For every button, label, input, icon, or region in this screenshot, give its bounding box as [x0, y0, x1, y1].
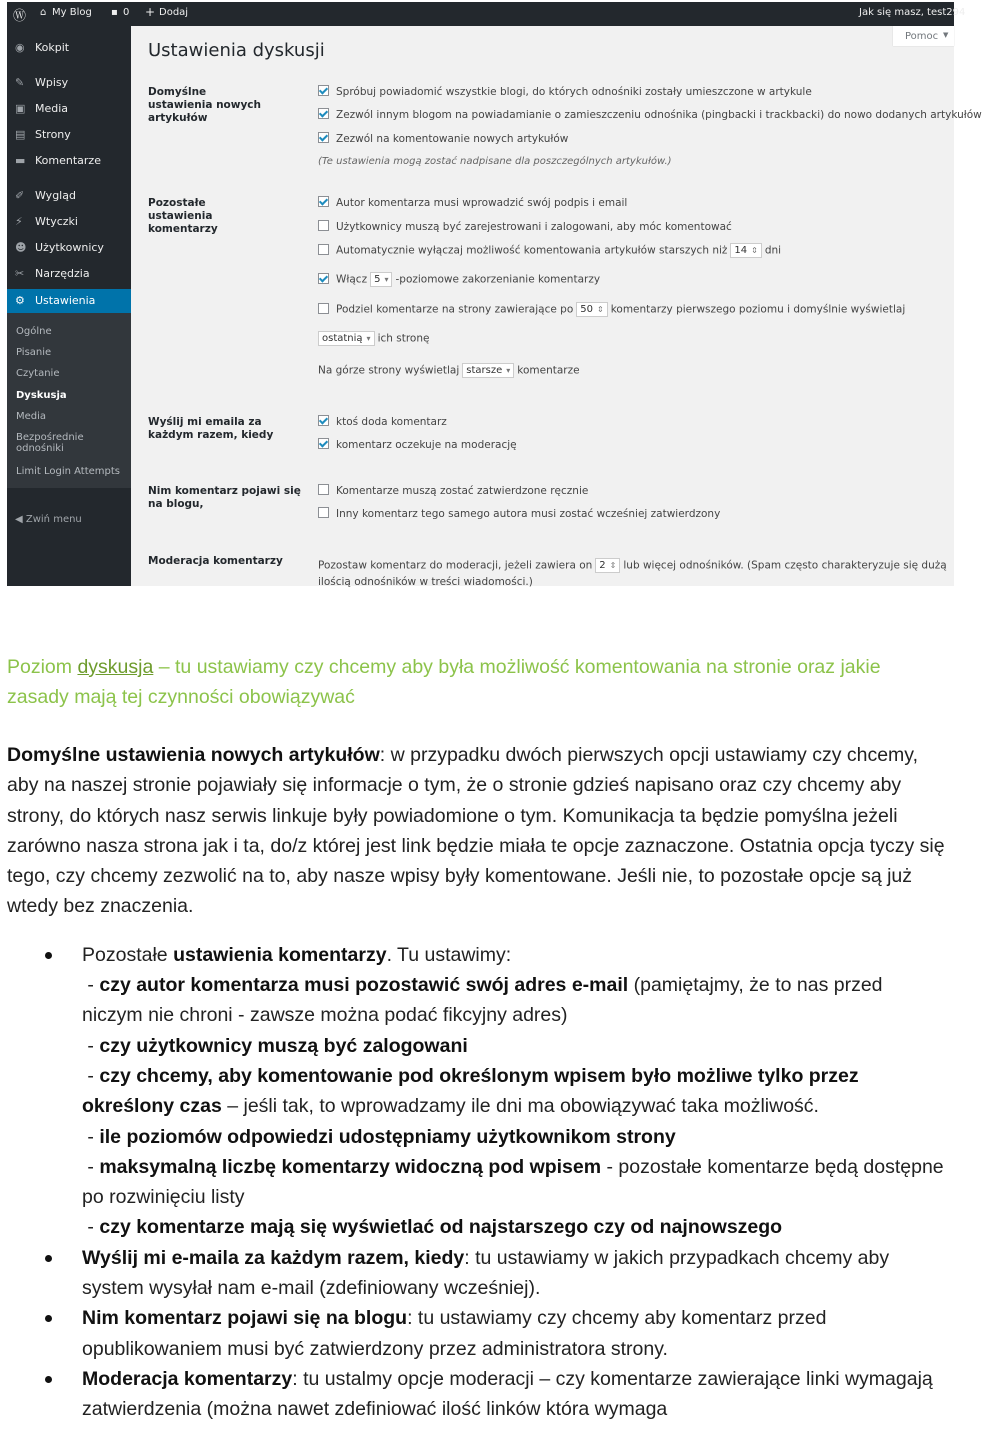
option-label: Zezwól na komentowanie nowych artykułów	[336, 133, 569, 145]
checkbox[interactable]	[318, 507, 329, 518]
bullet-bold: Nim komentarz pojawi się na blogu	[82, 1307, 408, 1330]
option-registered-only[interactable]	[318, 220, 732, 233]
field-value: 50	[580, 304, 593, 315]
option-notify-blogs[interactable]	[318, 85, 812, 98]
checkbox[interactable]	[318, 273, 329, 284]
settings-submenu	[7, 313, 131, 488]
new-content-link[interactable]: Dodaj	[159, 7, 189, 18]
submenu-pisanie[interactable]: Pisanie	[16, 347, 52, 358]
heading-text: Poziom	[7, 656, 78, 678]
option-label: Pozostaw komentarz do moderacji, jeżeli zawiera on	[318, 559, 593, 572]
default-page-select[interactable]	[318, 331, 375, 346]
bullet-other-settings	[7, 940, 947, 1243]
option-comment-order	[318, 363, 580, 378]
option-label: dni	[764, 244, 782, 257]
thread-depth-select[interactable]	[370, 272, 392, 287]
sidebar-item-label: Narzędzia	[35, 267, 90, 280]
option-label: Automatycznie wyłączaj możliwość komentowania artykułów starszych niż	[336, 244, 728, 257]
bullet-email-me	[7, 1243, 947, 1304]
section-heading	[7, 652, 947, 712]
option-email-anyone[interactable]	[318, 415, 447, 428]
sidebar-item-wyglad[interactable]	[7, 184, 131, 208]
field-value: starsze	[466, 365, 503, 376]
field-value: ostatnią	[322, 333, 363, 344]
document-body	[7, 652, 947, 1425]
sidebar-item-media[interactable]	[7, 97, 131, 121]
option-label: komentarz oczekuje na moderację	[336, 439, 517, 451]
spinner-icon: ⇕	[596, 305, 604, 314]
option-label: Zezwól innym blogom na powiadamianie o zamieszczeniu odnośnika (pingbacki i trackbacki) do nowo dodanych artykułów	[336, 109, 982, 121]
option-label: Inny komentarz tego samego autora musi zostać wcześniej zatwierdzony	[336, 508, 721, 520]
section-default-article: Domyślne ustawienia nowych artykułów	[148, 86, 261, 124]
bullet-text: - pozostałe komentarze będą dostępne po rozwinięciu listy	[82, 1155, 944, 1209]
sidebar-item-komentarze[interactable]	[7, 149, 131, 173]
option-default-page	[318, 331, 429, 346]
heading-text: – tu ustawiamy czy chcemy aby była możliwość komentowania na stronie oraz jakie zasady mają tej czynności obowiązywać	[7, 656, 881, 708]
submenu-ogolne[interactable]: Ogólne	[16, 326, 52, 337]
sidebar-item-label: Komentarze	[35, 154, 101, 167]
page-title: Ustawienia dyskusji	[148, 40, 325, 61]
checkbox[interactable]	[318, 415, 329, 426]
tools-icon: ✂	[15, 267, 25, 280]
bullet-before-appears	[7, 1303, 947, 1364]
sub-item: - maksymalną liczbę komentarzy widoczną pod wpisem - pozostałe komentarze będą dostępne po rozwinięciu listy	[82, 1155, 944, 1209]
option-email-moderation[interactable]	[318, 438, 517, 451]
bullet-text: : tu ustawiamy w jakich przypadkach chcemy aby system wysyłał nam e-mail (zdefiniowany wcześniej).	[82, 1246, 890, 1300]
option-paginate[interactable]	[318, 302, 905, 317]
sub-item: - czy chcemy, aby komentowanie pod określonym wpisem było możliwe tylko przez określony czas – jeśli tak, to wprowadzamy ile dni ma obowiązywać taka możliwość.	[82, 1064, 859, 1118]
heading-keyword: dyskusja	[77, 656, 154, 678]
sidebar-item-label: Kokpit	[35, 41, 70, 54]
field-value: 5	[374, 274, 381, 285]
sub-item: - czy autor komentarza musi pozostawić swój adres e-mail (pamiętajmy, że to nas przed niczym nie chroni - zawsze można podać fikcyjny adres)	[82, 974, 883, 1027]
checkbox[interactable]	[318, 303, 329, 314]
option-allow-pings[interactable]	[318, 108, 982, 121]
option-label: Na górze strony wyświetlaj	[318, 364, 460, 377]
option-label: ktoś doda komentarz	[336, 416, 447, 428]
sidebar-item-wpisy[interactable]	[7, 71, 131, 95]
bullet-bold: maksymalną liczbę komentarzy widoczną pod wpisem	[99, 1155, 602, 1178]
bullet-bold: czy użytkownicy muszą być zalogowani	[99, 1034, 468, 1057]
dashboard-icon: ◉	[15, 41, 25, 54]
collapse-label: Zwiń menu	[25, 514, 82, 525]
option-label: Autor komentarza musi wprowadzić swój podpis i email	[336, 197, 628, 209]
pages-icon: ▤	[15, 128, 26, 141]
checkbox[interactable]	[318, 220, 329, 231]
sidebar-item-label: Użytkownicy	[35, 241, 104, 254]
bullet-bold: czy autor komentarza musi pozostawić swój adres e-mail	[99, 974, 629, 997]
option-label: komentarze	[517, 364, 580, 377]
option-manual-approve[interactable]	[318, 484, 588, 497]
bullet-bold: ustawienia komentarzy	[173, 943, 387, 966]
plus-icon[interactable]: +	[145, 5, 156, 19]
option-label: lub więcej odnośników. (Spam często charakteryzuje się dużą	[623, 559, 947, 572]
checkbox[interactable]	[318, 85, 329, 96]
section-before-appears: Nim komentarz pojawi się na blogu,	[148, 485, 301, 510]
comments-icon: ▬	[15, 154, 26, 167]
option-label: Włącz	[336, 273, 368, 286]
sidebar-item-label: Wpisy	[35, 76, 69, 89]
sidebar-item-label: Ustawienia	[35, 294, 96, 307]
option-label: komentarzy pierwszego poziomu i domyślnie wyświetlaj	[610, 303, 906, 316]
option-label: ich stronę	[377, 332, 430, 345]
bullet-text: – jeśli tak, to wprowadzamy ile dni ma obowiązywać taka możliwość.	[221, 1095, 819, 1118]
help-tab[interactable]	[893, 26, 954, 46]
chevron-down-icon: ▾	[506, 366, 511, 375]
option-allow-comments[interactable]	[318, 132, 568, 145]
account-greeting[interactable]: Jak się masz, test294	[859, 7, 966, 18]
sidebar-item-ustawienia[interactable]	[7, 289, 131, 313]
bullet-text: (pamiętajmy, że to nas przed niczym nie chroni - zawsze można podać fikcyjny adres)	[82, 974, 883, 1027]
option-moderation-links-cont: ilością odnośników w treści wiadomości.)	[318, 576, 533, 588]
bullet-bold: Wyślij mi e-maila za każdym razem, kiedy	[82, 1246, 465, 1269]
option-label: -poziomowe zakorzenianie komentarzy	[395, 273, 601, 286]
settings-bullet-list	[7, 940, 947, 1425]
sidebar-item-wtyczki[interactable]	[7, 210, 131, 234]
bullet-moderation	[7, 1364, 947, 1425]
option-auto-close[interactable]	[318, 243, 781, 258]
chevron-down-icon: ▼	[943, 31, 949, 39]
plugins-icon: ⚡	[15, 215, 23, 228]
help-tab-label: Pomoc	[905, 31, 939, 42]
submenu-media[interactable]: Media	[16, 411, 47, 422]
sidebar-item-label: Wtyczki	[35, 215, 78, 228]
bullet-bold: Moderacja komentarzy	[82, 1367, 293, 1390]
collapse-menu-button[interactable]	[15, 514, 82, 525]
para-text: : w przypadku dwóch pierwszych opcji ustawiamy czy chcemy, aby na naszej stronie pojawiały się informacje o tym, że o stronie gdzieś napisano oraz czy chcemy aby strony, do których nasz serwis linkuje były powiadomione o tym. Komunikacja ta będzie pomyślna jeżeli zarówno nasza strona jak i ta, do/z której jest link będzie miała te opcje zaznaczone. Ostatnia opcja tyczy się tego, czy chcemy zezwolić na to, aby nasze wpisy były komentowane. Jeśli nie, to pozostałe opcje są już wtedy bez znaczenia.	[7, 744, 945, 918]
home-icon[interactable]: ⌂	[40, 7, 47, 18]
sub-item: - ile poziomów odpowiedzi udostępniamy użytkownikom strony	[82, 1125, 676, 1148]
comment-order-select[interactable]	[462, 363, 514, 378]
default-settings-paragraph	[7, 740, 947, 922]
site-name-link[interactable]: My Blog	[52, 7, 92, 18]
spinner-icon: ⇕	[751, 246, 758, 255]
checkbox[interactable]	[318, 438, 329, 449]
field-value: 2	[599, 560, 606, 571]
option-label: Komentarze muszą zostać zatwierdzone ręcznie	[336, 485, 589, 497]
comments-icon[interactable]: ▪	[111, 7, 118, 18]
sidebar-item-label: Wygląd	[35, 189, 76, 202]
sidebar-item-narzedzia[interactable]	[7, 262, 131, 286]
pin-icon: ✎	[15, 76, 25, 89]
chevron-down-icon: ▾	[366, 334, 371, 343]
checkbox[interactable]	[318, 132, 329, 143]
users-icon: ☻	[15, 241, 27, 254]
chevron-down-icon: ▾	[384, 275, 389, 284]
per-page-number-input[interactable]	[576, 302, 607, 317]
wordpress-logo-icon[interactable]: Ⓦ	[13, 9, 27, 24]
option-threaded[interactable]	[318, 272, 600, 287]
option-label: Spróbuj powiadomić wszystkie blogi, do których odnośniki zostały umieszczone w artykule	[336, 86, 812, 98]
section-email-me: Wyślij mi emaila za każdym razem, kiedy	[148, 416, 274, 441]
bullet-text: : tu ustawiamy czy chcemy aby komentarz przed opublikowaniem musi być zatwierdzony przez administratora strony.	[82, 1307, 827, 1360]
submenu-czytanie[interactable]: Czytanie	[16, 368, 60, 379]
spinner-icon: ⇕	[609, 561, 617, 570]
bullet-text: : tu ustalmy opcje moderacji – czy komentarze zawierające linki wymagają zatwierdzenia (można nawet zdefiniować ilość linków która wymaga	[82, 1367, 933, 1421]
bullet-text: Pozostałe	[82, 943, 174, 966]
section-other-comments: Pozostałe ustawienia komentarzy	[148, 197, 218, 235]
bullet-bold: ile poziomów odpowiedzi udostępniamy użytkownikom strony	[99, 1125, 676, 1148]
sidebar-item-kokpit[interactable]	[7, 36, 131, 60]
sub-item: - czy użytkownicy muszą być zalogowani	[82, 1034, 468, 1057]
option-label: Podziel komentarze na strony zawierające po	[336, 303, 574, 316]
para-bold: Domyślne ustawienia nowych artykułów	[7, 744, 380, 766]
option-require-name-email[interactable]	[318, 196, 627, 209]
collapse-icon: ◀	[15, 514, 26, 525]
admin-bar	[7, 2, 966, 26]
option-prior-approved[interactable]	[318, 507, 720, 520]
sidebar-item-strony[interactable]	[7, 123, 131, 147]
comments-count[interactable]: 0	[123, 7, 130, 18]
sidebar-item-label: Media	[35, 102, 69, 115]
appearance-icon: ✐	[15, 189, 25, 202]
field-value: 14	[734, 245, 748, 256]
submenu-permalinks[interactable]: Bezpośrednie odnośniki	[16, 432, 84, 454]
checkbox[interactable]	[318, 196, 329, 207]
option-label: Użytkownicy muszą być zarejestrowani i zalogowani, aby móc komentować	[336, 221, 732, 233]
sidebar-item-uzytkownicy[interactable]	[7, 236, 131, 260]
settings-icon: ⚙	[15, 294, 25, 307]
checkbox[interactable]	[318, 484, 329, 495]
media-icon: ▣	[15, 102, 26, 115]
sidebar-item-label: Strony	[35, 128, 71, 141]
wordpress-screenshot	[7, 2, 982, 588]
bullet-bold: czy komentarze mają się wyświetlać od najstarszego czy od najnowszego	[99, 1216, 783, 1239]
submenu-dyskusja[interactable]: Dyskusja	[16, 390, 67, 401]
moderation-links-input[interactable]	[595, 558, 620, 573]
section-moderation: Moderacja komentarzy	[148, 555, 283, 567]
override-note: (Te ustawienia mogą zostać nadpisane dla poszczególnych artykułów.)	[318, 156, 672, 167]
admin-sidebar	[7, 26, 131, 586]
submenu-limit-login[interactable]: Limit Login Attempts	[16, 466, 121, 477]
checkbox[interactable]	[318, 108, 329, 119]
bullet-text: . Tu ustawimy:	[386, 943, 512, 966]
checkbox[interactable]	[318, 244, 329, 255]
bullet-bold: czy chcemy, aby komentowanie pod określonym wpisem było możliwe tylko przez określony czas	[82, 1064, 859, 1118]
sub-item: - czy komentarze mają się wyświetlać od najstarszego czy od najnowszego	[82, 1216, 783, 1239]
option-moderation-links	[318, 558, 947, 573]
days-number-input[interactable]	[730, 243, 761, 258]
